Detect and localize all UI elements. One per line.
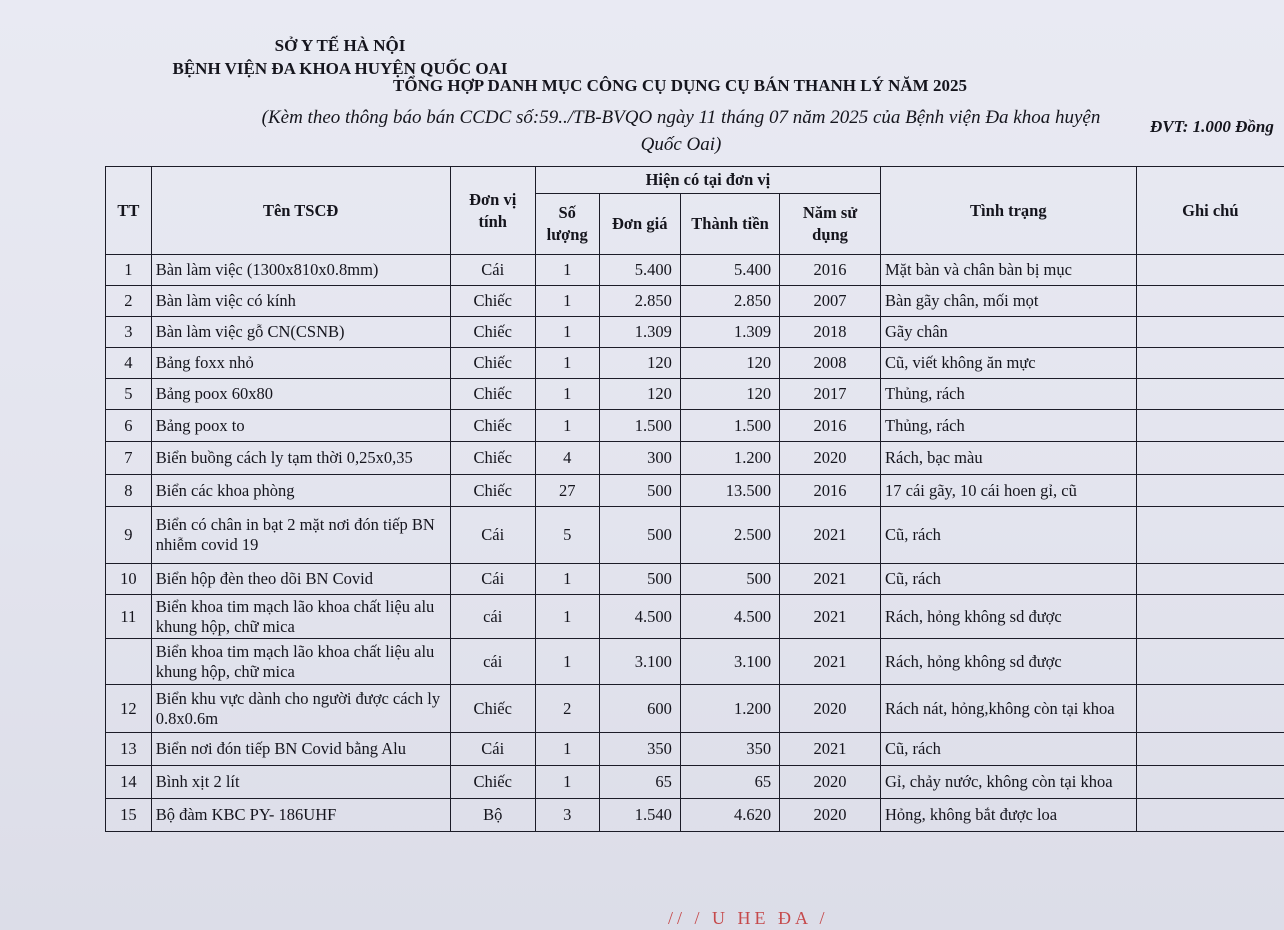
cell-year: 2020 xyxy=(780,766,881,799)
cell-tt: 13 xyxy=(106,733,152,766)
cell-tt: 4 xyxy=(106,348,152,379)
cell-total: 1.200 xyxy=(680,442,779,475)
cell-tt: 6 xyxy=(106,410,152,442)
table-row xyxy=(106,379,1284,410)
cell-year: 2020 xyxy=(780,685,881,733)
cell-total: 120 xyxy=(680,348,779,379)
cell-name: Bàn làm việc có kính xyxy=(151,286,450,317)
cell-unit: Chiếc xyxy=(450,410,535,442)
cell-qty: 1 xyxy=(535,317,599,348)
cell-status: Hỏng, không bắt được loa xyxy=(881,799,1137,832)
cell-price: 1.500 xyxy=(599,410,680,442)
cell-year: 2021 xyxy=(780,639,881,685)
cell-price: 120 xyxy=(599,348,680,379)
cell-year: 2017 xyxy=(780,379,881,410)
cell-status: Cũ, rách xyxy=(881,564,1137,595)
cell-year: 2016 xyxy=(780,410,881,442)
header-group: Hiện có tại đơn vị xyxy=(535,167,880,194)
cell-year: 2016 xyxy=(780,255,881,286)
cell-unit: cái xyxy=(450,595,535,639)
cell-year: 2021 xyxy=(780,733,881,766)
cell-year: 2016 xyxy=(780,475,881,507)
currency-unit: ĐVT: 1.000 Đồng xyxy=(1150,117,1274,136)
table-row xyxy=(106,255,1284,286)
cell-qty: 4 xyxy=(535,442,599,475)
cell-status: Cũ, viết không ăn mực xyxy=(881,348,1137,379)
cell-name: Biển nơi đón tiếp BN Covid bằng Alu xyxy=(151,733,450,766)
cell-price: 350 xyxy=(599,733,680,766)
header-year: Năm sử dụng xyxy=(780,194,881,255)
cell-name: Bộ đàm KBC PY- 186UHF xyxy=(151,799,450,832)
table-body xyxy=(106,255,1284,832)
cell-qty: 5 xyxy=(535,507,599,564)
subtitle-line-2: Quốc Oai) xyxy=(640,134,722,155)
cell-total: 120 xyxy=(680,379,779,410)
cell-qty: 27 xyxy=(535,475,599,507)
cell-price: 3.100 xyxy=(599,639,680,685)
cell-status: 17 cái gãy, 10 cái hoen gỉ, cũ xyxy=(881,475,1137,507)
header-price: Đơn giá xyxy=(599,194,680,255)
table-row xyxy=(106,639,1284,685)
cell-note xyxy=(1136,348,1284,379)
cell-status: Thủng, rách xyxy=(881,410,1137,442)
cell-note xyxy=(1136,442,1284,475)
cell-status: Cũ, rách xyxy=(881,507,1137,564)
header-unit: Đơn vị tính xyxy=(450,167,535,255)
cell-note xyxy=(1136,286,1284,317)
hospital-name: BỆNH VIỆN ĐA KHOA HUYỆN QUỐC OAI xyxy=(172,59,508,78)
cell-note xyxy=(1136,639,1284,685)
cell-note xyxy=(1136,766,1284,799)
cell-note xyxy=(1136,733,1284,766)
cell-note xyxy=(1136,507,1284,564)
cell-year: 2021 xyxy=(780,564,881,595)
document-title: TỔNG HỢP DANH MỤC CÔNG CỤ DỤNG CỤ BÁN THANH LÝ NĂM 2025 xyxy=(393,76,967,95)
header-note: Ghi chú xyxy=(1136,167,1284,255)
cell-note xyxy=(1136,379,1284,410)
header-tt: TT xyxy=(106,167,152,255)
cell-year: 2021 xyxy=(780,595,881,639)
cell-name: Bàn làm việc gỗ CN(CSNB) xyxy=(151,317,450,348)
cell-name: Biển các khoa phòng xyxy=(151,475,450,507)
cell-price: 120 xyxy=(599,379,680,410)
table-header-row xyxy=(106,167,1284,194)
cell-note xyxy=(1136,799,1284,832)
cell-name: Bảng foxx nhỏ xyxy=(151,348,450,379)
cell-total: 65 xyxy=(680,766,779,799)
cell-tt: 7 xyxy=(106,442,152,475)
cell-unit: Chiếc xyxy=(450,379,535,410)
cell-tt: 1 xyxy=(106,255,152,286)
cell-status: Rách, hỏng không sd được xyxy=(881,639,1137,685)
cell-status: Rách nát, hỏng,không còn tại khoa xyxy=(881,685,1137,733)
cell-qty: 1 xyxy=(535,639,599,685)
cell-name: Biển buồng cách ly tạm thời 0,25x0,35 xyxy=(151,442,450,475)
cell-note xyxy=(1136,255,1284,286)
cell-unit: Chiếc xyxy=(450,475,535,507)
cell-total: 4.500 xyxy=(680,595,779,639)
cell-note xyxy=(1136,317,1284,348)
cell-price: 1.309 xyxy=(599,317,680,348)
cell-status: Rách, hỏng không sd được xyxy=(881,595,1137,639)
cell-name: Bảng poox 60x80 xyxy=(151,379,450,410)
table-row xyxy=(106,685,1284,733)
cell-name: Biển hộp đèn theo dõi BN Covid xyxy=(151,564,450,595)
cell-price: 500 xyxy=(599,564,680,595)
cell-qty: 2 xyxy=(535,685,599,733)
table-row xyxy=(106,317,1284,348)
cell-year: 2007 xyxy=(780,286,881,317)
asset-table xyxy=(105,166,1284,832)
cell-total: 3.100 xyxy=(680,639,779,685)
subtitle-line-1: (Kèm theo thông báo bán CCDC số:59../TB-BVQO ngày 11 tháng 07 năm 2025 của Bệnh viện Đa khoa huyện xyxy=(261,107,1101,128)
cell-tt: 9 xyxy=(106,507,152,564)
table-row xyxy=(106,564,1284,595)
red-stamp-mark: // / U HE ĐA / xyxy=(668,908,829,928)
cell-status: Bàn gãy chân, mối mọt xyxy=(881,286,1137,317)
cell-qty: 1 xyxy=(535,733,599,766)
cell-name: Bảng poox to xyxy=(151,410,450,442)
cell-total: 2.850 xyxy=(680,286,779,317)
cell-price: 1.540 xyxy=(599,799,680,832)
cell-tt: 5 xyxy=(106,379,152,410)
cell-price: 500 xyxy=(599,507,680,564)
cell-total: 2.500 xyxy=(680,507,779,564)
cell-qty: 1 xyxy=(535,766,599,799)
cell-year: 2008 xyxy=(780,348,881,379)
organization-header xyxy=(0,34,680,80)
cell-price: 600 xyxy=(599,685,680,733)
cell-qty: 1 xyxy=(535,379,599,410)
cell-note xyxy=(1136,685,1284,733)
cell-unit: Cái xyxy=(450,507,535,564)
cell-unit: Chiếc xyxy=(450,442,535,475)
cell-name: Bàn làm việc (1300x810x0.8mm) xyxy=(151,255,450,286)
cell-unit: Chiếc xyxy=(450,348,535,379)
cell-qty: 1 xyxy=(535,564,599,595)
cell-tt: 11 xyxy=(106,595,152,639)
cell-tt: 3 xyxy=(106,317,152,348)
cell-note xyxy=(1136,564,1284,595)
cell-unit: Chiếc xyxy=(450,317,535,348)
cell-year: 2018 xyxy=(780,317,881,348)
cell-unit: Bộ xyxy=(450,799,535,832)
table-row xyxy=(106,799,1284,832)
cell-unit: cái xyxy=(450,639,535,685)
table-row xyxy=(106,766,1284,799)
cell-total: 500 xyxy=(680,564,779,595)
cell-total: 1.200 xyxy=(680,685,779,733)
cell-qty: 1 xyxy=(535,595,599,639)
cell-name: Biển khoa tim mạch lão khoa chất liệu alu khung hộp, chữ mica xyxy=(151,595,450,639)
cell-total: 5.400 xyxy=(680,255,779,286)
cell-price: 65 xyxy=(599,766,680,799)
cell-qty: 1 xyxy=(535,255,599,286)
cell-tt xyxy=(106,639,152,685)
cell-price: 2.850 xyxy=(599,286,680,317)
cell-price: 500 xyxy=(599,475,680,507)
cell-unit: Cái xyxy=(450,733,535,766)
table-row xyxy=(106,442,1284,475)
cell-total: 4.620 xyxy=(680,799,779,832)
cell-year: 2021 xyxy=(780,507,881,564)
header-qty: Số lượng xyxy=(535,194,599,255)
document-subtitle xyxy=(222,104,1140,158)
cell-tt: 2 xyxy=(106,286,152,317)
cell-tt: 10 xyxy=(106,564,152,595)
cell-year: 2020 xyxy=(780,799,881,832)
cell-tt: 15 xyxy=(106,799,152,832)
cell-unit: Chiếc xyxy=(450,685,535,733)
cell-status: Thủng, rách xyxy=(881,379,1137,410)
cell-unit: Cái xyxy=(450,564,535,595)
cell-unit: Chiếc xyxy=(450,766,535,799)
table-row xyxy=(106,733,1284,766)
cell-status: Gãy chân xyxy=(881,317,1137,348)
table-row xyxy=(106,475,1284,507)
cell-name: Biển khoa tim mạch lão khoa chất liệu alu khung hộp, chữ mica xyxy=(151,639,450,685)
header-name: Tên TSCĐ xyxy=(151,167,450,255)
cell-tt: 12 xyxy=(106,685,152,733)
cell-year: 2020 xyxy=(780,442,881,475)
department-name: SỞ Y TẾ HÀ NỘI xyxy=(274,36,406,55)
table-row xyxy=(106,410,1284,442)
cell-name: Biển khu vực dành cho người được cách ly 0.8x0.6m xyxy=(151,685,450,733)
cell-status: Gỉ, chảy nước, không còn tại khoa xyxy=(881,766,1137,799)
cell-total: 1.500 xyxy=(680,410,779,442)
cell-status: Mặt bàn và chân bàn bị mục xyxy=(881,255,1137,286)
cell-unit: Chiếc xyxy=(450,286,535,317)
cell-status: Rách, bạc màu xyxy=(881,442,1137,475)
cell-name: Bình xịt 2 lít xyxy=(151,766,450,799)
cell-qty: 3 xyxy=(535,799,599,832)
cell-qty: 1 xyxy=(535,348,599,379)
cell-note xyxy=(1136,410,1284,442)
cell-name: Biển có chân in bạt 2 mặt nơi đón tiếp BN nhiễm covid 19 xyxy=(151,507,450,564)
table-row xyxy=(106,595,1284,639)
header-total: Thành tiền xyxy=(680,194,779,255)
table-row xyxy=(106,507,1284,564)
table-row xyxy=(106,348,1284,379)
cell-unit: Cái xyxy=(450,255,535,286)
cell-price: 5.400 xyxy=(599,255,680,286)
cell-tt: 14 xyxy=(106,766,152,799)
cell-note xyxy=(1136,595,1284,639)
cell-qty: 1 xyxy=(535,286,599,317)
cell-note xyxy=(1136,475,1284,507)
table-row xyxy=(106,286,1284,317)
header-status: Tình trạng xyxy=(881,167,1137,255)
cell-qty: 1 xyxy=(535,410,599,442)
cell-price: 300 xyxy=(599,442,680,475)
cell-price: 4.500 xyxy=(599,595,680,639)
cell-status: Cũ, rách xyxy=(881,733,1137,766)
cell-total: 13.500 xyxy=(680,475,779,507)
cell-total: 1.309 xyxy=(680,317,779,348)
cell-total: 350 xyxy=(680,733,779,766)
cell-tt: 8 xyxy=(106,475,152,507)
